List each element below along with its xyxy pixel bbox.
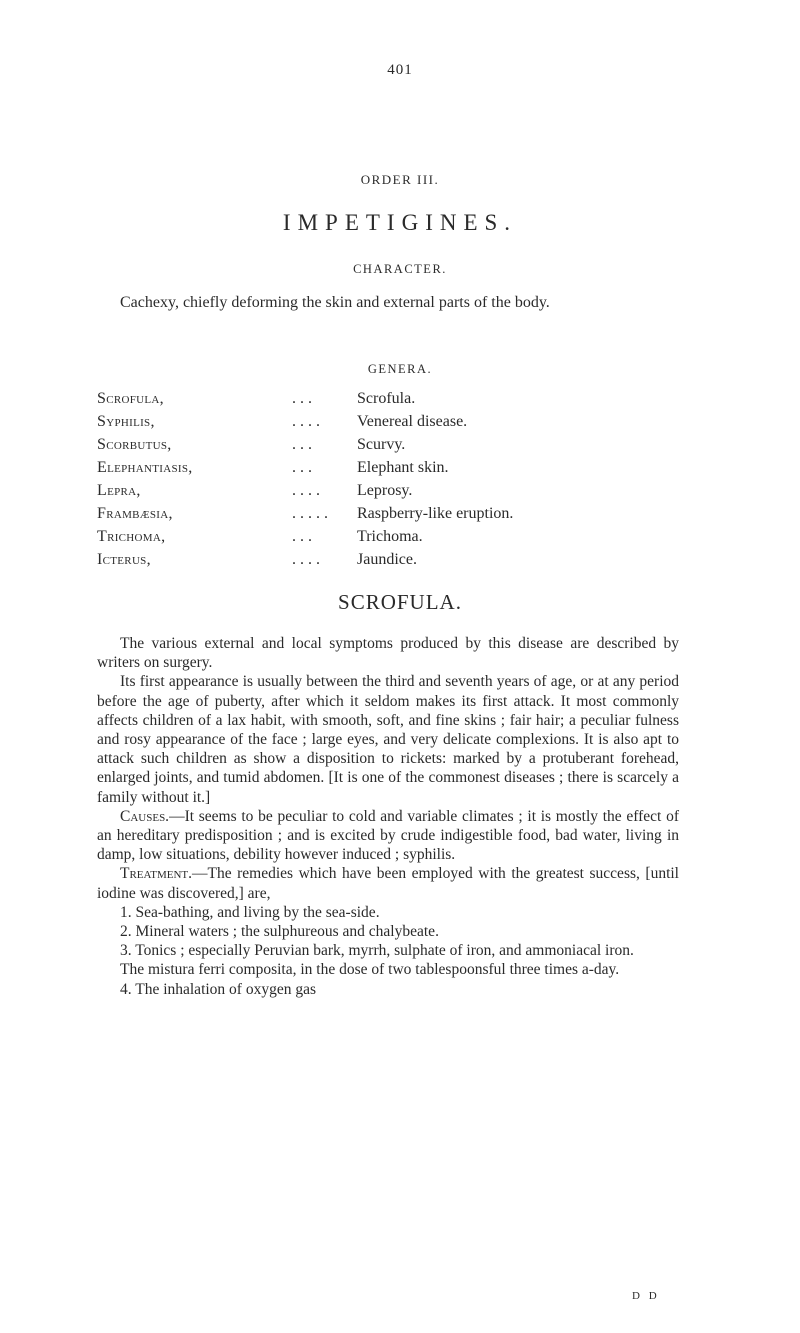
paragraph: The various external and local symptoms produced by this disease are described by writers on surgery. [97, 635, 679, 672]
genus-row [97, 459, 697, 482]
causes-label: Causes. [120, 807, 170, 825]
leader-dots: . . . [292, 390, 312, 407]
genera-heading: GENERA. [367, 362, 433, 376]
leader-dots: . . . . [292, 551, 320, 568]
genera-list [97, 390, 697, 574]
body-text [97, 634, 679, 999]
leader-dots: . . . [292, 459, 312, 476]
list-item: 2. Mineral waters ; the sulphureous and chalybeate. [120, 923, 439, 941]
character-heading: CHARACTER. [353, 262, 447, 276]
list-item: 4. The inhalation of oxygen gas [120, 980, 317, 998]
treatment-label: Treatment. [120, 865, 193, 883]
leader-dots: . . . . . [292, 505, 328, 522]
genus-latin-name: Frambæsia, [97, 505, 173, 522]
leader-dots: . . . [292, 436, 312, 453]
paragraph: The mistura ferri composita, in the dose of two tablespoonsful three times a-day. [120, 961, 620, 979]
genus-latin-name: Syphilis, [97, 413, 155, 430]
page-number: 401 [387, 62, 413, 78]
causes-text: —It seems to be peculiar to cold and variable climates ; it is mostly the effect of an hereditary predisposition ; and is excited by crude indigestible food, bad water, living in damp, low situations, debility however induced ; syphilis. [97, 807, 679, 864]
genus-english-name: Venereal disease. [357, 413, 468, 430]
character-text: Cachexy, chiefly deforming the skin and external parts of the body. [120, 294, 550, 311]
list-item: 3. Tonics ; especially Peruvian bark, myrrh, sulphate of iron, and ammoniacal iron. [120, 942, 634, 960]
genus-latin-name: Scrofula, [97, 390, 164, 407]
genus-english-name: Leprosy. [357, 482, 413, 499]
genus-english-name: Jaundice. [357, 551, 417, 568]
order-label: ORDER III. [360, 172, 440, 187]
genus-english-name: Scrofula. [357, 390, 416, 407]
genus-english-name: Raspberry-like eruption. [357, 505, 514, 522]
paragraph: Its first appearance is usually between the third and seventh years of age, or at any period before the age of puberty, after which it seldom makes its first attack. It most commonly affects children of a lax habit, with smooth, soft, and fine skins ; fair hair; a peculiar fulness and rosy appearance of the face ; large eyes, and very delicate complexions. It is also apt to attack such children as show a disposition to rickets: marked by a protuberant forehead, enlarged joints, and tumid abdomen. [It is one of the commonest diseases ; there is scarcely a family without it.] [97, 673, 679, 806]
genus-row [97, 528, 697, 551]
genus-row [97, 390, 697, 413]
genus-row [97, 551, 697, 574]
section-title: SCROFULA. [338, 590, 462, 614]
leader-dots: . . . . [292, 413, 320, 430]
genus-english-name: Elephant skin. [357, 459, 449, 476]
signature-mark: D D [632, 1290, 660, 1302]
list-item: 1. Sea-bathing, and living by the sea-side. [120, 903, 380, 921]
genus-row [97, 436, 697, 459]
genus-latin-name: Scorbutus, [97, 436, 172, 453]
genus-latin-name: Elephantiasis, [97, 459, 193, 476]
genus-latin-name: Trichoma, [97, 528, 166, 545]
genus-english-name: Scurvy. [357, 436, 406, 453]
leader-dots: . . . . [292, 482, 320, 499]
paragraph-causes [97, 807, 679, 865]
genus-english-name: Trichoma. [357, 528, 423, 545]
genus-latin-name: Icterus, [97, 551, 151, 568]
paragraph-treatment [97, 864, 679, 902]
genus-row [97, 482, 697, 505]
genus-row [97, 505, 697, 528]
genus-row [97, 413, 697, 436]
order-title: IMPETIGINES. [282, 210, 518, 235]
leader-dots: . . . [292, 528, 312, 545]
genus-latin-name: Lepra, [97, 482, 141, 499]
treatment-text: —The remedies which have been employed with the greatest success, [until iodine was discovered,] are, [97, 865, 679, 902]
